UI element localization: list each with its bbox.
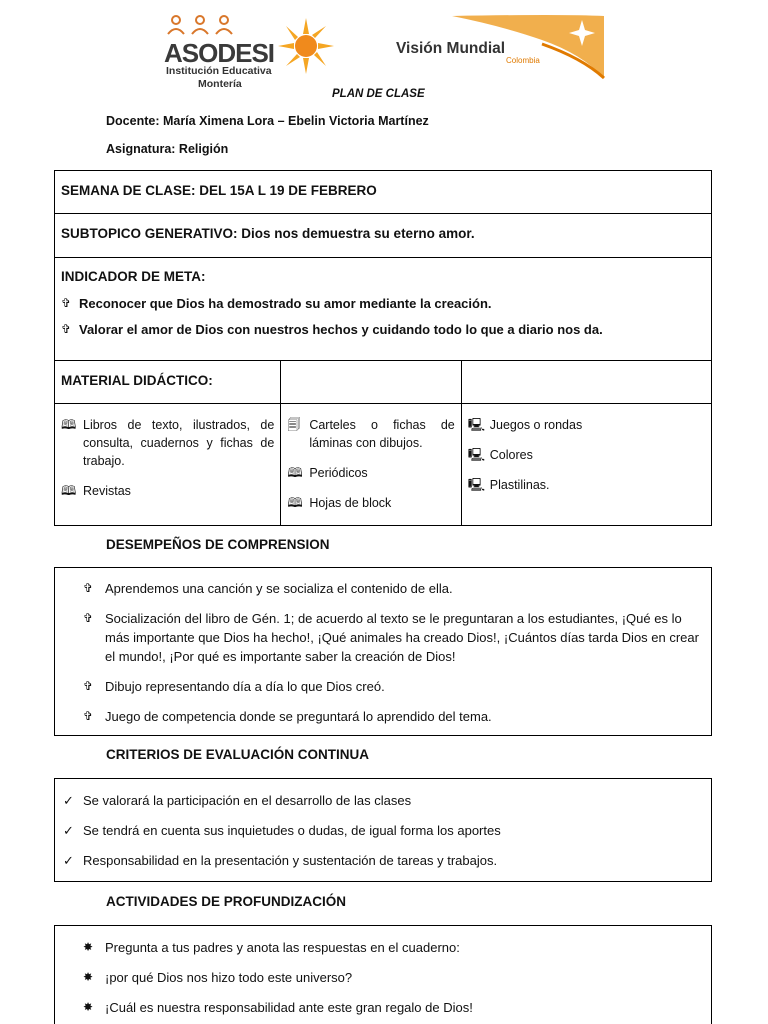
empty-cell bbox=[281, 361, 461, 403]
material-item-text: Periódicos bbox=[309, 466, 368, 480]
material-item-text: Plastilinas. bbox=[489, 478, 550, 492]
cross-icon: ✞ bbox=[83, 709, 94, 723]
check-icon: ✓ bbox=[63, 823, 74, 838]
vision-mundial-logo bbox=[392, 14, 606, 80]
list-item bbox=[63, 791, 703, 810]
star-bullet-icon: ✸ bbox=[83, 970, 94, 984]
empty-cell bbox=[462, 361, 711, 403]
week-row bbox=[55, 171, 711, 214]
goal-indicator-title: INDICADOR DE META: bbox=[61, 269, 206, 284]
book-icon: 🕮 bbox=[61, 483, 77, 498]
list-item bbox=[83, 677, 703, 696]
vision-mundial-country: Colombia bbox=[506, 56, 540, 65]
goal-item-text: Reconocer que Dios ha demostrado su amor mediante la creación. bbox=[79, 296, 492, 311]
computer-icon: 🖳 bbox=[467, 417, 486, 432]
page-title: PLAN DE CLASE bbox=[332, 88, 425, 100]
list-item-text: Socialización del libro de Gén. 1; de acuerdo al texto se le preguntaran a los estudiantes, ¡Qué es lo más importante que Dios ha hecho!, ¡Qué animales ha creado Dios!, ¡Cuántos días tarda Dios en crear el mundo!, ¡Por qué es importante saber la creación de Dios! bbox=[105, 611, 699, 664]
subtopic-text: SUBTOPICO GENERATIVO: Dios nos demuestra su eterno amor. bbox=[61, 226, 475, 241]
list-item bbox=[287, 494, 454, 512]
material-item-text: Libros de texto, ilustrados, de consulta, cuadernos y fichas de trabajo. bbox=[83, 418, 275, 468]
people-figures-icon bbox=[166, 14, 236, 36]
list-item-text: Se tendrá en cuenta sus inquietudes o dudas, de igual forma los aportes bbox=[83, 823, 501, 838]
vision-mundial-name: Visión Mundial bbox=[396, 40, 506, 57]
list-item bbox=[287, 464, 454, 482]
actividades-box bbox=[54, 925, 712, 1024]
subject-line: Asignatura: Religión bbox=[106, 142, 229, 156]
list-item bbox=[61, 296, 711, 311]
material-title: MATERIAL DIDÁCTICO: bbox=[55, 361, 281, 403]
teacher-line: Docente: María Ximena Lora – Ebelin Victoria Martínez bbox=[106, 114, 429, 128]
list-item bbox=[287, 416, 454, 452]
list-item bbox=[468, 476, 705, 494]
cross-icon: ✞ bbox=[61, 322, 72, 336]
material-item-text: Carteles o fichas de láminas con dibujos. bbox=[309, 418, 455, 450]
book-icon: 🕮 bbox=[287, 495, 303, 510]
material-item-text: Revistas bbox=[83, 484, 131, 498]
goal-item-text: Valorar el amor de Dios con nuestros hechos y cuidando todo lo que a diario nos da. bbox=[79, 322, 603, 337]
list-item-text: Pregunta a tus padres y anota las respuestas en el cuaderno: bbox=[105, 940, 460, 955]
cross-icon: ✞ bbox=[83, 581, 94, 595]
desempenos-box bbox=[54, 567, 712, 736]
section-title-desempenos: DESEMPEÑOS DE COMPRENSION bbox=[106, 537, 330, 552]
list-item bbox=[468, 446, 705, 464]
list-item bbox=[61, 322, 711, 337]
star-bullet-icon: ✸ bbox=[83, 1000, 94, 1014]
asodesi-name: ASODESI bbox=[164, 38, 275, 68]
book-icon: 🕮 bbox=[287, 465, 303, 480]
list-item-text: Juego de competencia donde se preguntará lo aprendido del tema. bbox=[105, 709, 492, 724]
list-item bbox=[83, 707, 703, 726]
list-item-text: Se valorará la participación en el desarrollo de las clases bbox=[83, 793, 412, 808]
computer-icon: 🖳 bbox=[467, 447, 486, 462]
goal-indicator-row bbox=[55, 258, 711, 361]
cross-icon: ✞ bbox=[61, 296, 72, 310]
material-column-2 bbox=[281, 404, 461, 525]
list-item bbox=[63, 851, 703, 870]
list-item bbox=[83, 998, 703, 1017]
list-item-text: Aprendemos una canción y se socializa el contenido de ella. bbox=[105, 581, 453, 596]
cross-icon: ✞ bbox=[83, 611, 94, 625]
list-item bbox=[468, 416, 705, 434]
section-title-actividades: ACTIVIDADES DE PROFUNDIZACIÓN bbox=[106, 894, 347, 909]
sun-icon bbox=[278, 18, 334, 74]
asodesi-city: Montería bbox=[198, 78, 242, 90]
subtopic-row bbox=[55, 214, 711, 258]
material-item-text: Colores bbox=[489, 448, 533, 462]
list-item-text: Responsabilidad en la presentación y sustentación de tareas y trabajos. bbox=[83, 853, 498, 868]
list-item-text: Dibujo representando día a día lo que Dios creó. bbox=[105, 679, 385, 694]
check-icon: ✓ bbox=[63, 853, 74, 868]
computer-icon: 🖳 bbox=[467, 477, 486, 492]
star-bullet-icon: ✸ bbox=[83, 940, 94, 954]
list-item-text: ¡por qué Dios nos hizo todo este universo? bbox=[105, 970, 353, 985]
list-item bbox=[63, 821, 703, 840]
list-item bbox=[61, 416, 274, 470]
criterios-box bbox=[54, 778, 712, 882]
week-text: SEMANA DE CLASE: DEL 15A L 19 DE FEBRERO bbox=[61, 183, 377, 198]
list-item bbox=[83, 968, 703, 987]
cross-icon: ✞ bbox=[83, 679, 94, 693]
list-item bbox=[83, 579, 703, 598]
section-title-criterios: CRITERIOS DE EVALUACIÓN CONTINUA bbox=[106, 747, 370, 762]
material-items-row bbox=[55, 404, 711, 525]
asodesi-logo bbox=[160, 12, 330, 90]
material-item-text: Juegos o rondas bbox=[489, 418, 583, 432]
list-item bbox=[83, 609, 703, 666]
asodesi-subtitle: Institución Educativa bbox=[166, 65, 272, 77]
striped-book-icon: 🗐 bbox=[287, 417, 301, 432]
class-plan-table bbox=[54, 170, 712, 526]
list-item bbox=[83, 938, 703, 957]
material-header-row bbox=[55, 361, 711, 404]
check-icon: ✓ bbox=[63, 793, 74, 808]
material-item-text: Hojas de block bbox=[309, 496, 392, 510]
material-column-3 bbox=[462, 404, 711, 525]
list-item-text: ¡Cuál es nuestra responsabilidad ante este gran regalo de Dios! bbox=[105, 1000, 473, 1015]
list-item bbox=[61, 482, 274, 500]
book-icon: 🕮 bbox=[61, 417, 77, 432]
material-column-1 bbox=[55, 404, 281, 525]
